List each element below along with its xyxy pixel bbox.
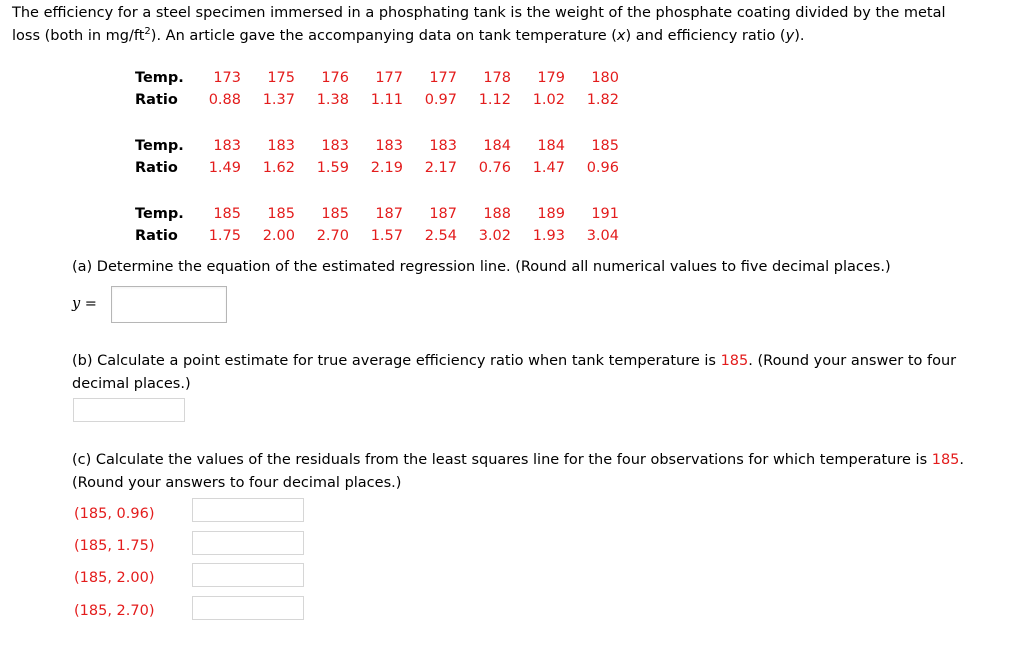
temp-value: 184 [537, 138, 565, 154]
temp-value: 183 [213, 138, 241, 154]
part-c-prompt [72, 449, 1017, 495]
temp-value: 188 [483, 206, 511, 222]
part-b-text: . (Round your answer to four [748, 353, 957, 369]
residual-input-4[interactable] [192, 596, 304, 620]
ratio-value: 1.75 [208, 228, 241, 244]
var-y: y [785, 28, 795, 44]
temp-value: 177 [375, 70, 403, 86]
ratio-value: 0.96 [586, 160, 619, 176]
ratio-value: 2.19 [370, 160, 403, 176]
ratio-value: 3.04 [586, 228, 619, 244]
temp-label: Temp. [135, 206, 184, 222]
regression-equation-row [72, 284, 227, 324]
residual-input-3[interactable] [192, 563, 304, 587]
temp-value: 183 [429, 138, 457, 154]
intro-line-2 [12, 25, 1012, 48]
temp-value: 183 [375, 138, 403, 154]
equation-label [72, 296, 97, 312]
ratio-value: 1.02 [532, 92, 565, 108]
part-a-prompt: (a) Determine the equation of the estimated regression line. (Round all numerical values to five decimal places.) [72, 259, 891, 275]
intro-text: ). An article gave the accompanying data on tank temperature ( [150, 28, 617, 44]
ratio-label: Ratio [135, 228, 178, 244]
ratio-value: 1.82 [586, 92, 619, 108]
ratio-value: 1.49 [208, 160, 241, 176]
regression-equation-input[interactable] [111, 286, 227, 323]
temp-value: 177 [429, 70, 457, 86]
ratio-value: 1.37 [262, 92, 295, 108]
point-estimate-input[interactable] [73, 398, 185, 422]
part-c-text: . [959, 452, 965, 468]
intro-text: ). [794, 28, 805, 44]
ratio-value: 1.93 [532, 228, 565, 244]
part-c-line-1 [72, 449, 1017, 472]
part-c-line-2: (Round your answers to four decimal places.) [72, 475, 402, 491]
eq-sign: = [80, 296, 97, 312]
part-c-text: (c) Calculate the values of the residuals from the least squares line for the four observations for which temperature is [72, 452, 932, 468]
ratio-value: 2.70 [316, 228, 349, 244]
temp-value: 183 [321, 138, 349, 154]
temp-value: 185 [321, 206, 349, 222]
temp-value: 179 [537, 70, 565, 86]
temp-value: 184 [483, 138, 511, 154]
ratio-value: 1.57 [370, 228, 403, 244]
ratio-value: 2.00 [262, 228, 295, 244]
temp-value: 180 [591, 70, 619, 86]
problem-intro [12, 2, 1012, 48]
intro-text: ) and efficiency ratio ( [625, 28, 786, 44]
temp-label: Temp. [135, 138, 184, 154]
ratio-value: 0.76 [478, 160, 511, 176]
residual-pair-label: (185, 2.00) [74, 570, 155, 586]
residual-input-1[interactable] [192, 498, 304, 522]
part-c-highlight: 185 [931, 452, 960, 468]
intro-superscript: 2 [144, 26, 151, 38]
eq-var-y: y [72, 296, 81, 312]
ratio-value: 1.47 [532, 160, 565, 176]
part-b-line-1 [72, 350, 1012, 373]
temp-value: 191 [591, 206, 619, 222]
ratio-value: 3.02 [478, 228, 511, 244]
temp-value: 185 [213, 206, 241, 222]
ratio-value: 2.17 [424, 160, 457, 176]
part-b-highlight: 185 [720, 353, 749, 369]
ratio-value: 1.12 [478, 92, 511, 108]
ratio-value: 2.54 [424, 228, 457, 244]
temp-value: 187 [429, 206, 457, 222]
intro-line-1: The efficiency for a steel specimen immersed in a phosphating tank is the weight of the phosphate coating divided by the metal [12, 5, 946, 21]
intro-text: loss (both in mg/ft [12, 28, 145, 44]
temp-value: 187 [375, 206, 403, 222]
residual-pair-label: (185, 0.96) [74, 506, 155, 522]
residual-pair-label: (185, 1.75) [74, 538, 155, 554]
ratio-value: 1.59 [316, 160, 349, 176]
ratio-value: 0.97 [424, 92, 457, 108]
residual-pair-label: (185, 2.70) [74, 603, 155, 619]
part-b-prompt [72, 350, 1012, 396]
ratio-value: 1.38 [316, 92, 349, 108]
var-x: x [616, 28, 626, 44]
residual-input-2[interactable] [192, 531, 304, 555]
temp-value: 183 [267, 138, 295, 154]
temp-value: 178 [483, 70, 511, 86]
temp-value: 189 [537, 206, 565, 222]
ratio-label: Ratio [135, 92, 178, 108]
temp-label: Temp. [135, 70, 184, 86]
temp-value: 185 [591, 138, 619, 154]
ratio-value: 0.88 [208, 92, 241, 108]
temp-value: 173 [213, 70, 241, 86]
ratio-label: Ratio [135, 160, 178, 176]
temp-value: 176 [321, 70, 349, 86]
part-b-line-2: decimal places.) [72, 376, 191, 392]
temp-value: 185 [267, 206, 295, 222]
part-b-text: (b) Calculate a point estimate for true average efficiency ratio when tank temperature is [72, 353, 721, 369]
temp-value: 175 [267, 70, 295, 86]
ratio-value: 1.62 [262, 160, 295, 176]
ratio-value: 1.11 [370, 92, 403, 108]
